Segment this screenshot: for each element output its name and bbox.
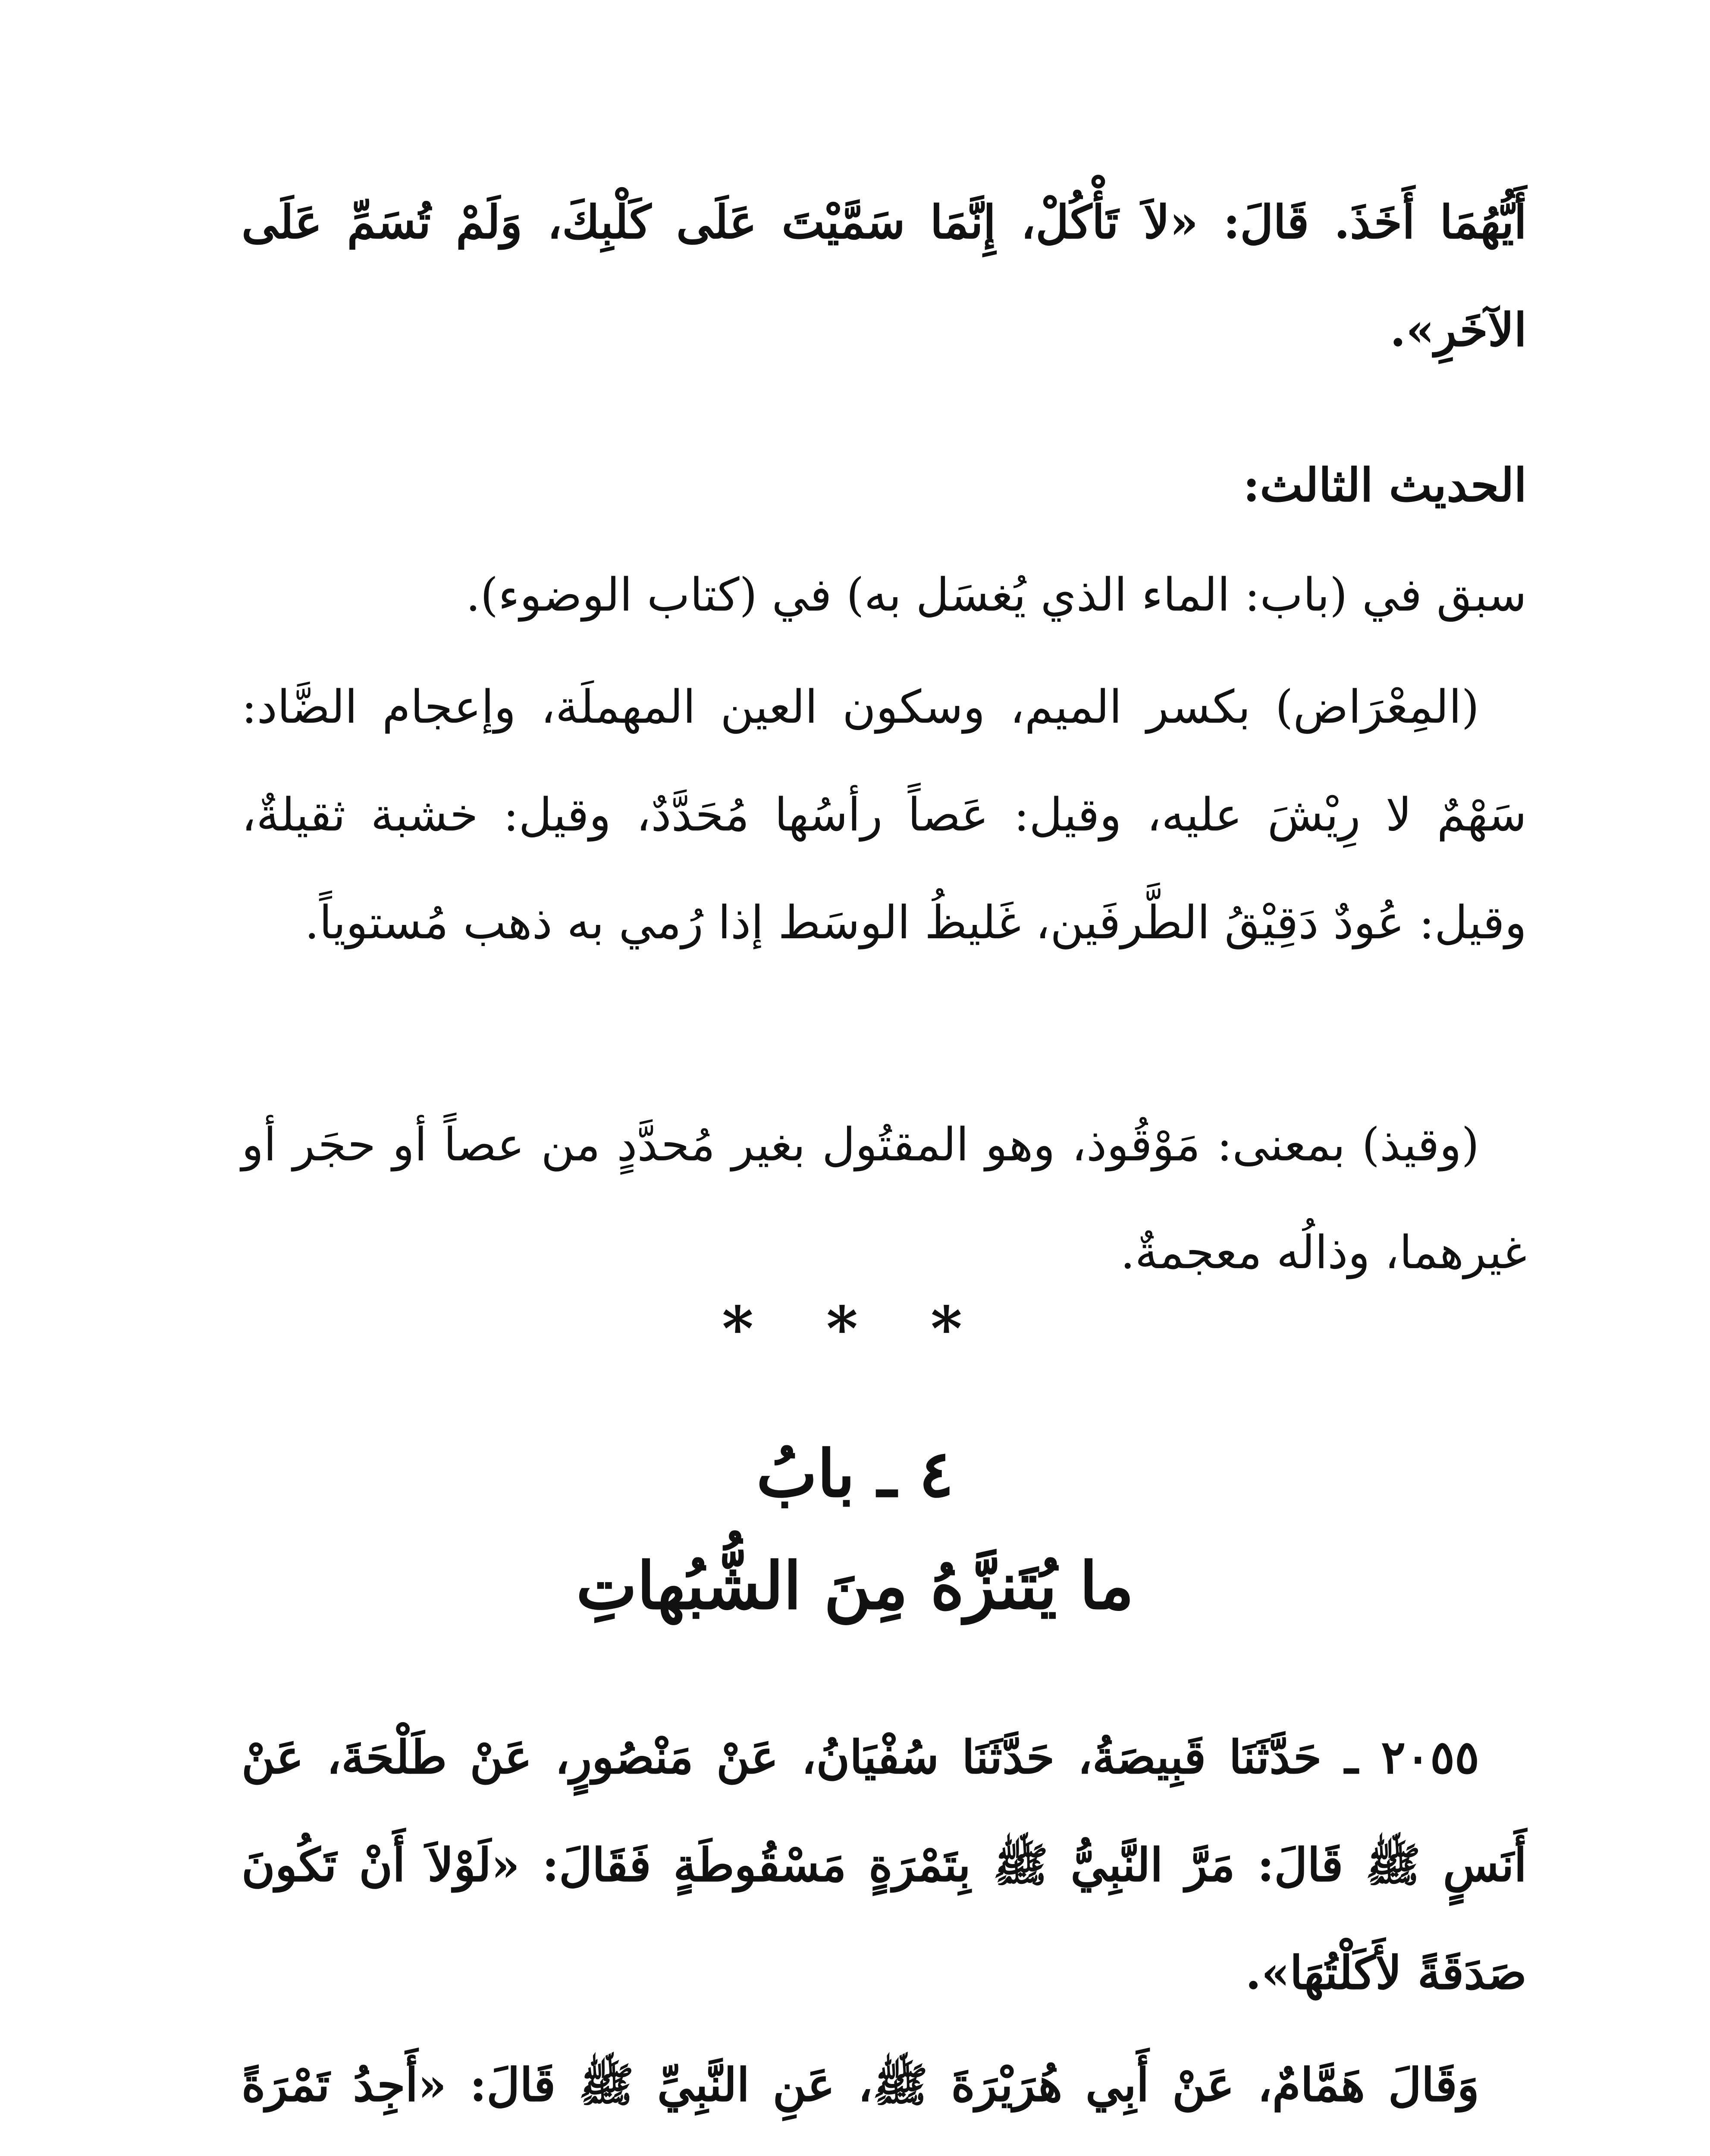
- waqeedh-explanation-paragraph: (وقيذ) بمعنى: مَوْقُوذ، وهو المقتُول بغير مُحدَّدٍ من عصاً أو حجَر أو غيرهما، وذالُه معجمةٌ.: [242, 1118, 1527, 1279]
- reference-paragraph: سبق في (باب: الماء الذي يُغسَل به) في (كتاب الوضوء).: [466, 568, 1527, 621]
- hadith-2055-paragraph: ٢٠٥٥ ـ حَدَّثَنَا قَبِيصَةُ، حَدَّثَنَا سُفْيَانُ، عَنْ مَنْصُورٍ، عَنْ طَلْحَةَ، عَنْ أَنَسٍ ﷺ قَالَ: مَرَّ النَّبِيُّ ﷺ بِتَمْرَةٍ مَسْقُوطَةٍ فَقَالَ: «لَوْلاَ أَنْ تَكُونَ صَدَقَةً لأَكَلْتُهَا».: [242, 1730, 1527, 1999]
- chapter-title: ما يُتَنزَّهُ مِنَ الشُّبُهاتِ: [576, 1548, 1134, 1624]
- section-separator: * * *: [722, 1294, 988, 1364]
- hadith-three-heading: الحديث الثالث:: [1243, 458, 1527, 512]
- miraad-explanation-paragraph: (المِعْرَاض) بكسر الميم، وسكون العين المهملَة، وإعجام الضَّاد: سَهْمٌ لا رِيْشَ عليه، وقيل: عَصاً رأسُها مُحَدَّدٌ، وقيل: خشبة ثقيلةٌ، وقيل: عُودٌ دَقِيْقُ الطَّرفَين، غَليظُ الوسَط إذا رُمي به ذهب مُستوياً.: [242, 680, 1527, 949]
- hadith-2055-second-paragraph: وَقَالَ هَمَّامٌ، عَنْ أَبِي هُرَيْرَةَ ﷺ، عَنِ النَّبِيِّ ﷺ قَالَ: «أَجِدُ تَمْرَةً: [242, 2058, 1479, 2112]
- chapter-number: ٤ ـ بابُ: [756, 1436, 954, 1512]
- continuation-paragraph: أَيُّهُمَا أَخَذَ. قَالَ: «لاَ تَأْكُلْ، إِنَّمَا سَمَّيْتَ عَلَى كَلْبِكَ، وَلَمْ تُسَمِّ عَلَى الآخَرِ».: [242, 195, 1527, 357]
